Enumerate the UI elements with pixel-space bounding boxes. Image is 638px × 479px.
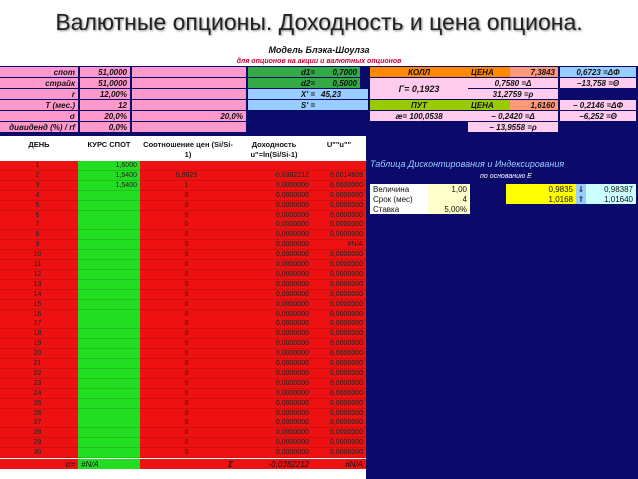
x-label: X' = (248, 89, 318, 99)
day-cell: 23 (0, 379, 78, 389)
day-cell: 1 (0, 161, 78, 171)
return-cell: 0,0000000 (236, 230, 312, 240)
discount-title: Таблица Дисконтирования и Индексирования (370, 159, 565, 169)
call-price-label: ЦЕНА (468, 67, 510, 77)
header-spot: КУРС СПОТ (78, 140, 140, 160)
u2-cell: 0,0000000 (312, 409, 366, 419)
spot-cell[interactable] (78, 191, 140, 201)
s-value (318, 100, 368, 110)
spot-cell[interactable] (78, 359, 140, 369)
put-rho: − 13,9558 =ρ (468, 122, 558, 132)
day-cell: 14 (0, 290, 78, 300)
d1-value[interactable]: 0,7000 (318, 67, 360, 77)
day-cell: 15 (0, 300, 78, 310)
day-cell: 13 (0, 280, 78, 290)
model-subtitle: для опционов на акции и валютных опционов (0, 56, 638, 66)
ratio-cell: 0 (140, 211, 236, 221)
spot-cell[interactable] (78, 399, 140, 409)
u2-cell: 0,0014609 (312, 171, 366, 181)
return-cell: 0,0000000 (236, 349, 312, 359)
header-u2: U""u"" (312, 140, 366, 160)
ratio-cell: 0 (140, 339, 236, 349)
u2-cell: #N/A (312, 240, 366, 250)
day-cell: 9 (0, 240, 78, 250)
ratio-cell: 0 (140, 191, 236, 201)
u2-cell: 0,0000000 (312, 329, 366, 339)
ratio-cell: 0 (140, 369, 236, 379)
day-cell: 25 (0, 399, 78, 409)
u2-cell: 0,0000000 (312, 418, 366, 428)
discount-label: Величина (370, 184, 428, 194)
return-cell: 0,0000000 (236, 191, 312, 201)
ratio-cell: 0 (140, 389, 236, 399)
ratio-cell: 0 (140, 349, 236, 359)
d2-value[interactable]: 0,5000 (318, 78, 360, 88)
u2-cell: 0,0000000 (312, 319, 366, 329)
ratio-cell: 0 (140, 399, 236, 409)
ratio-cell: 0 (140, 329, 236, 339)
call-theta: −13,758 =Θ (560, 78, 636, 88)
ratio-cell: 1 (140, 181, 236, 191)
ratio-cell: 0 (140, 310, 236, 320)
put-price-label: ЦЕНА (468, 100, 510, 110)
day-cell: 7 (0, 220, 78, 230)
spot-cell[interactable] (78, 260, 140, 270)
x-value[interactable]: 45,23 (318, 89, 368, 99)
slide-title: Валютные опционы. Доходность и цена опциона. (55, 8, 583, 35)
return-cell: 0,0000000 (236, 389, 312, 399)
u2-cell: 0,0000000 (312, 359, 366, 369)
u2-cell: 0,0000000 (312, 181, 366, 191)
day-cell: 28 (0, 428, 78, 438)
day-cell: 4 (0, 191, 78, 201)
u2-cell: 0,0000000 (312, 290, 366, 300)
u2-cell: 0,0000000 (312, 300, 366, 310)
arrow-icon: ⇓ (577, 184, 585, 194)
day-cell: 30 (0, 448, 78, 458)
day-cell: 27 (0, 418, 78, 428)
discount-label: Срок (мес) (370, 194, 428, 204)
header-day: ДЕНЬ (0, 140, 78, 160)
spot-cell[interactable] (78, 448, 140, 458)
day-cell: 3 (0, 181, 78, 191)
spot-cell[interactable] (78, 201, 140, 211)
day-cell: 24 (0, 389, 78, 399)
spot-cell[interactable] (78, 389, 140, 399)
put-label: ПУТ (370, 100, 468, 110)
header-ratio: Соотношение цен (Si/Si-1) (140, 140, 236, 160)
spot-cell[interactable] (78, 369, 140, 379)
return-cell: 0,0000000 (236, 310, 312, 320)
input-label: σ (0, 111, 78, 121)
input-label: страйк (0, 78, 78, 88)
put-price[interactable]: 1,6160 (510, 100, 558, 110)
day-cell: 8 (0, 230, 78, 240)
sum-value: -0,0382212 (236, 459, 312, 469)
ratio-cell (140, 161, 236, 171)
ratio-cell: 0 (140, 300, 236, 310)
return-cell: 0,0000000 (236, 369, 312, 379)
day-cell: 29 (0, 438, 78, 448)
u2-cell: 0,0000000 (312, 448, 366, 458)
ratio-cell: 0 (140, 240, 236, 250)
day-cell: 19 (0, 339, 78, 349)
return-cell: 0,0000000 (236, 280, 312, 290)
call-price[interactable]: 7,3843 (510, 67, 558, 77)
spot-cell[interactable]: 1,6000 (78, 161, 140, 171)
spot-cell[interactable] (78, 409, 140, 419)
call-delta-phi: 0,6723 =ΔΦ (560, 67, 636, 77)
ratio-cell: 0 (140, 270, 236, 280)
put-theta: −6,252 =Θ (560, 111, 636, 121)
day-cell: 2 (0, 171, 78, 181)
input-extra (132, 78, 246, 88)
put-delta: − 0,2420 =Δ (468, 111, 558, 121)
return-cell: 0,0000000 (236, 319, 312, 329)
return-cell: 0,0000000 (236, 428, 312, 438)
header-return: Доходность u"=ln(Si/Si-1) (236, 140, 312, 160)
discount-result: 0,9835 (506, 184, 576, 194)
discount-subtitle: по основанию E (480, 172, 532, 180)
sum-label: Σ (140, 459, 236, 469)
spot-cell[interactable] (78, 290, 140, 300)
day-cell: 5 (0, 201, 78, 211)
spreadsheet (0, 44, 638, 479)
input-label: r (0, 89, 78, 99)
return-cell (236, 161, 312, 171)
input-value[interactable]: 0,0% (80, 122, 130, 132)
model-title: Модель Блэка-Шоулза (0, 44, 638, 56)
spot-cell[interactable] (78, 280, 140, 290)
ratio-cell: 0 (140, 428, 236, 438)
spot-cell[interactable] (78, 220, 140, 230)
ratio-cell: 0 (140, 280, 236, 290)
u2-cell: 0,0000000 (312, 339, 366, 349)
discount-label: Ставка (370, 204, 428, 214)
u2-cell: 0,0000000 (312, 211, 366, 221)
ratio-cell: 0 (140, 418, 236, 428)
gamma-value: Γ= 0,1923 (370, 78, 468, 99)
u2-cell: 0,0000000 (312, 310, 366, 320)
vega-value: æ= 100,0538 (370, 111, 468, 121)
spot-cell[interactable] (78, 329, 140, 339)
return-cell: 0,0000000 (236, 300, 312, 310)
return-cell: 0,0000000 (236, 220, 312, 230)
u2-cell: 0,0000000 (312, 349, 366, 359)
return-cell: 0,0000000 (236, 359, 312, 369)
return-cell: 0,0000000 (236, 211, 312, 221)
s-label: S' = (248, 100, 318, 110)
discount-result: 1,0168 (506, 194, 576, 204)
spot-cell[interactable] (78, 418, 140, 428)
input-extra (132, 100, 246, 110)
arrow-icon: ⇑ (577, 194, 585, 204)
return-cell: 0,0000000 (236, 240, 312, 250)
u2-cell (312, 161, 366, 171)
u2-cell: 0,0000000 (312, 280, 366, 290)
day-cell: 10 (0, 250, 78, 260)
return-cell: 0,0000000 (236, 399, 312, 409)
discount-input[interactable]: 1,00 (428, 184, 470, 194)
ratio-cell: 0 (140, 290, 236, 300)
spot-cell[interactable]: 1,5400 (78, 181, 140, 191)
spot-cell[interactable] (78, 438, 140, 448)
spot-cell[interactable] (78, 211, 140, 221)
input-extra (132, 89, 246, 99)
input-value[interactable]: 51,0000 (80, 67, 130, 77)
u2-cell: 0,0000000 (312, 270, 366, 280)
ratio-cell: 0,9625 (140, 171, 236, 181)
put-delta-phi: − 0,2146 =ΔΦ (560, 100, 636, 110)
u2-cell: 0,0000000 (312, 191, 366, 201)
u2-cell: 0,0000000 (312, 201, 366, 211)
day-cell: 21 (0, 359, 78, 369)
return-cell: -0,0382212 (236, 171, 312, 181)
return-cell: 0,0000000 (236, 201, 312, 211)
spot-cell[interactable] (78, 230, 140, 240)
return-cell: 0,0000000 (236, 379, 312, 389)
day-cell: 16 (0, 310, 78, 320)
discount-result-2: 0,98387 (586, 184, 636, 194)
discount-input[interactable]: 5,00% (428, 204, 470, 214)
ratio-cell: 0 (140, 201, 236, 211)
input-extra (132, 67, 246, 77)
u2-cell: 0,0000000 (312, 389, 366, 399)
d1-label: d1= (248, 67, 318, 77)
return-cell: 0,0000000 (236, 418, 312, 428)
day-cell: 26 (0, 409, 78, 419)
day-cell: 20 (0, 349, 78, 359)
u2-cell: 0,0000000 (312, 250, 366, 260)
spot-cell[interactable] (78, 240, 140, 250)
return-cell: 0,0000000 (236, 250, 312, 260)
u2-cell: 0,0000000 (312, 220, 366, 230)
u2-cell: 0,0000000 (312, 399, 366, 409)
day-cell: 12 (0, 270, 78, 280)
day-cell: 11 (0, 260, 78, 270)
input-value[interactable]: 12 (80, 100, 130, 110)
return-cell: 0,0000000 (236, 329, 312, 339)
input-label: дивиденд (%) / rf (0, 122, 78, 132)
input-label: спот (0, 67, 78, 77)
day-cell: 6 (0, 211, 78, 221)
day-cell: 17 (0, 319, 78, 329)
spot-cell[interactable] (78, 310, 140, 320)
ratio-cell: 0 (140, 379, 236, 389)
ratio-cell: 0 (140, 448, 236, 458)
sigma-label: σ= (0, 459, 78, 469)
spot-cell[interactable] (78, 270, 140, 280)
ratio-cell: 0 (140, 260, 236, 270)
spot-cell[interactable]: 1,5400 (78, 171, 140, 181)
return-cell: 0,0000000 (236, 409, 312, 419)
ratio-cell: 0 (140, 409, 236, 419)
input-extra: 20,0% (132, 111, 246, 121)
ratio-cell: 0 (140, 319, 236, 329)
spot-cell[interactable] (78, 319, 140, 329)
call-rho: 31,2759 =ρ (468, 89, 558, 99)
day-cell: 18 (0, 329, 78, 339)
input-value[interactable]: 51,0000 (80, 78, 130, 88)
sigma-value: #N/A (78, 459, 140, 469)
spot-cell[interactable] (78, 300, 140, 310)
spot-cell[interactable] (78, 339, 140, 349)
ratio-cell: 0 (140, 220, 236, 230)
return-cell: 0,0000000 (236, 448, 312, 458)
ratio-cell: 0 (140, 359, 236, 369)
return-cell: 0,0000000 (236, 181, 312, 191)
u2-cell: 0,0000000 (312, 369, 366, 379)
discount-result-2: 1,01640 (586, 194, 636, 204)
input-value[interactable]: 20,0% (80, 111, 130, 121)
input-extra (132, 122, 246, 132)
u2-cell: 0,0000000 (312, 230, 366, 240)
input-label: Т (мес.) (0, 100, 78, 110)
return-cell: 0,0000000 (236, 260, 312, 270)
u2-cell: 0,0000000 (312, 428, 366, 438)
discount-input[interactable]: 4 (428, 194, 470, 204)
spot-cell[interactable] (78, 349, 140, 359)
return-cell: 0,0000000 (236, 438, 312, 448)
u2-cell: 0,0000000 (312, 438, 366, 448)
spot-cell[interactable] (78, 428, 140, 438)
return-cell: 0,0000000 (236, 339, 312, 349)
d2-label: d2= (248, 78, 318, 88)
return-cell: 0,0000000 (236, 270, 312, 280)
ratio-cell: 0 (140, 250, 236, 260)
u2-cell: 0,0000000 (312, 260, 366, 270)
input-value[interactable]: 12,00% (80, 89, 130, 99)
call-delta: 0,7580 =Δ (468, 78, 558, 88)
ratio-cell: 0 (140, 438, 236, 448)
spot-cell[interactable] (78, 250, 140, 260)
spot-cell[interactable] (78, 379, 140, 389)
sum2-value: #N/A (312, 459, 366, 469)
return-cell: 0,0000000 (236, 290, 312, 300)
day-cell: 22 (0, 369, 78, 379)
ratio-cell: 0 (140, 230, 236, 240)
call-label: КОЛЛ (370, 67, 468, 77)
u2-cell: 0,0000000 (312, 379, 366, 389)
